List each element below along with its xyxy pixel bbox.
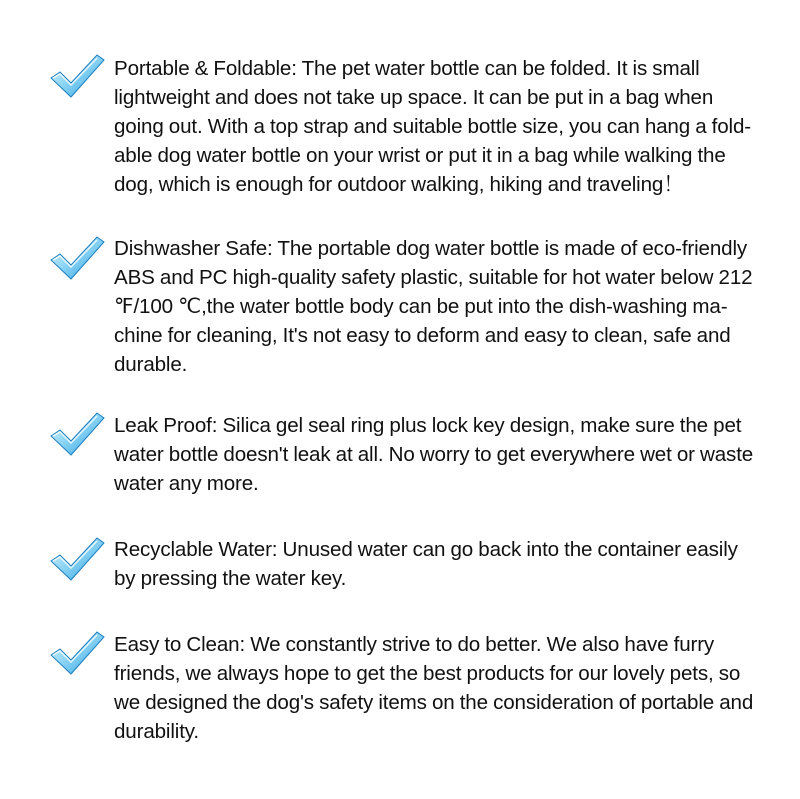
feature-text-line: able dog water bottle on your wrist or put it in a bag while walking the <box>114 144 726 167</box>
feature-text-line: durability. <box>114 720 199 743</box>
checkmark-icon <box>49 410 105 458</box>
feature-text-line: Dishwasher Safe: The portable dog water bottle is made of eco-friendly <box>114 237 748 260</box>
feature-text-line: Leak Proof: Silica gel seal ring plus lock key design, make sure the pet <box>114 414 742 437</box>
feature-text-line: Recyclable Water: Unused water can go back into the container easily <box>114 538 738 561</box>
feature-text-line: Easy to Clean: We constantly strive to do better. We also have furry <box>114 633 715 656</box>
checkmark-icon <box>49 535 105 583</box>
feature-text-line: Portable & Foldable: The pet water bottle can be folded. It is small <box>114 57 700 80</box>
feature-text-line: we designed the dog's safety items on the consideration of portable and <box>114 691 754 714</box>
feature-text-line: water any more. <box>114 472 259 495</box>
checkmark-icon <box>49 234 105 282</box>
feature-text-line: chine for cleaning, It's not easy to deform and easy to clean, safe and <box>114 324 731 347</box>
feature-text-line: going out. With a top strap and suitable bottle size, you can hang a fold- <box>114 115 751 138</box>
feature-text-line: by pressing the water key. <box>114 567 347 590</box>
checkmark-icon <box>49 629 105 677</box>
feature-text-line: lightweight and does not take up space. It can be put in a bag when <box>114 86 714 109</box>
feature-text-line: durable. <box>114 353 188 376</box>
feature-text-line: ABS and PC high-quality safety plastic, suitable for hot water below 212 <box>114 266 753 289</box>
feature-text-line: ℉/100 ℃,the water bottle body can be put into the dish-washing ma- <box>114 295 728 318</box>
feature-text-line: dog, which is enough for outdoor walking, hiking and traveling！ <box>114 173 684 196</box>
feature-text-line: water bottle doesn't leak at all. No worry to get everywhere wet or waste <box>114 443 754 466</box>
feature-text-line: friends, we always hope to get the best products for our lovely pets, so <box>114 662 741 685</box>
checkmark-icon <box>49 52 105 100</box>
